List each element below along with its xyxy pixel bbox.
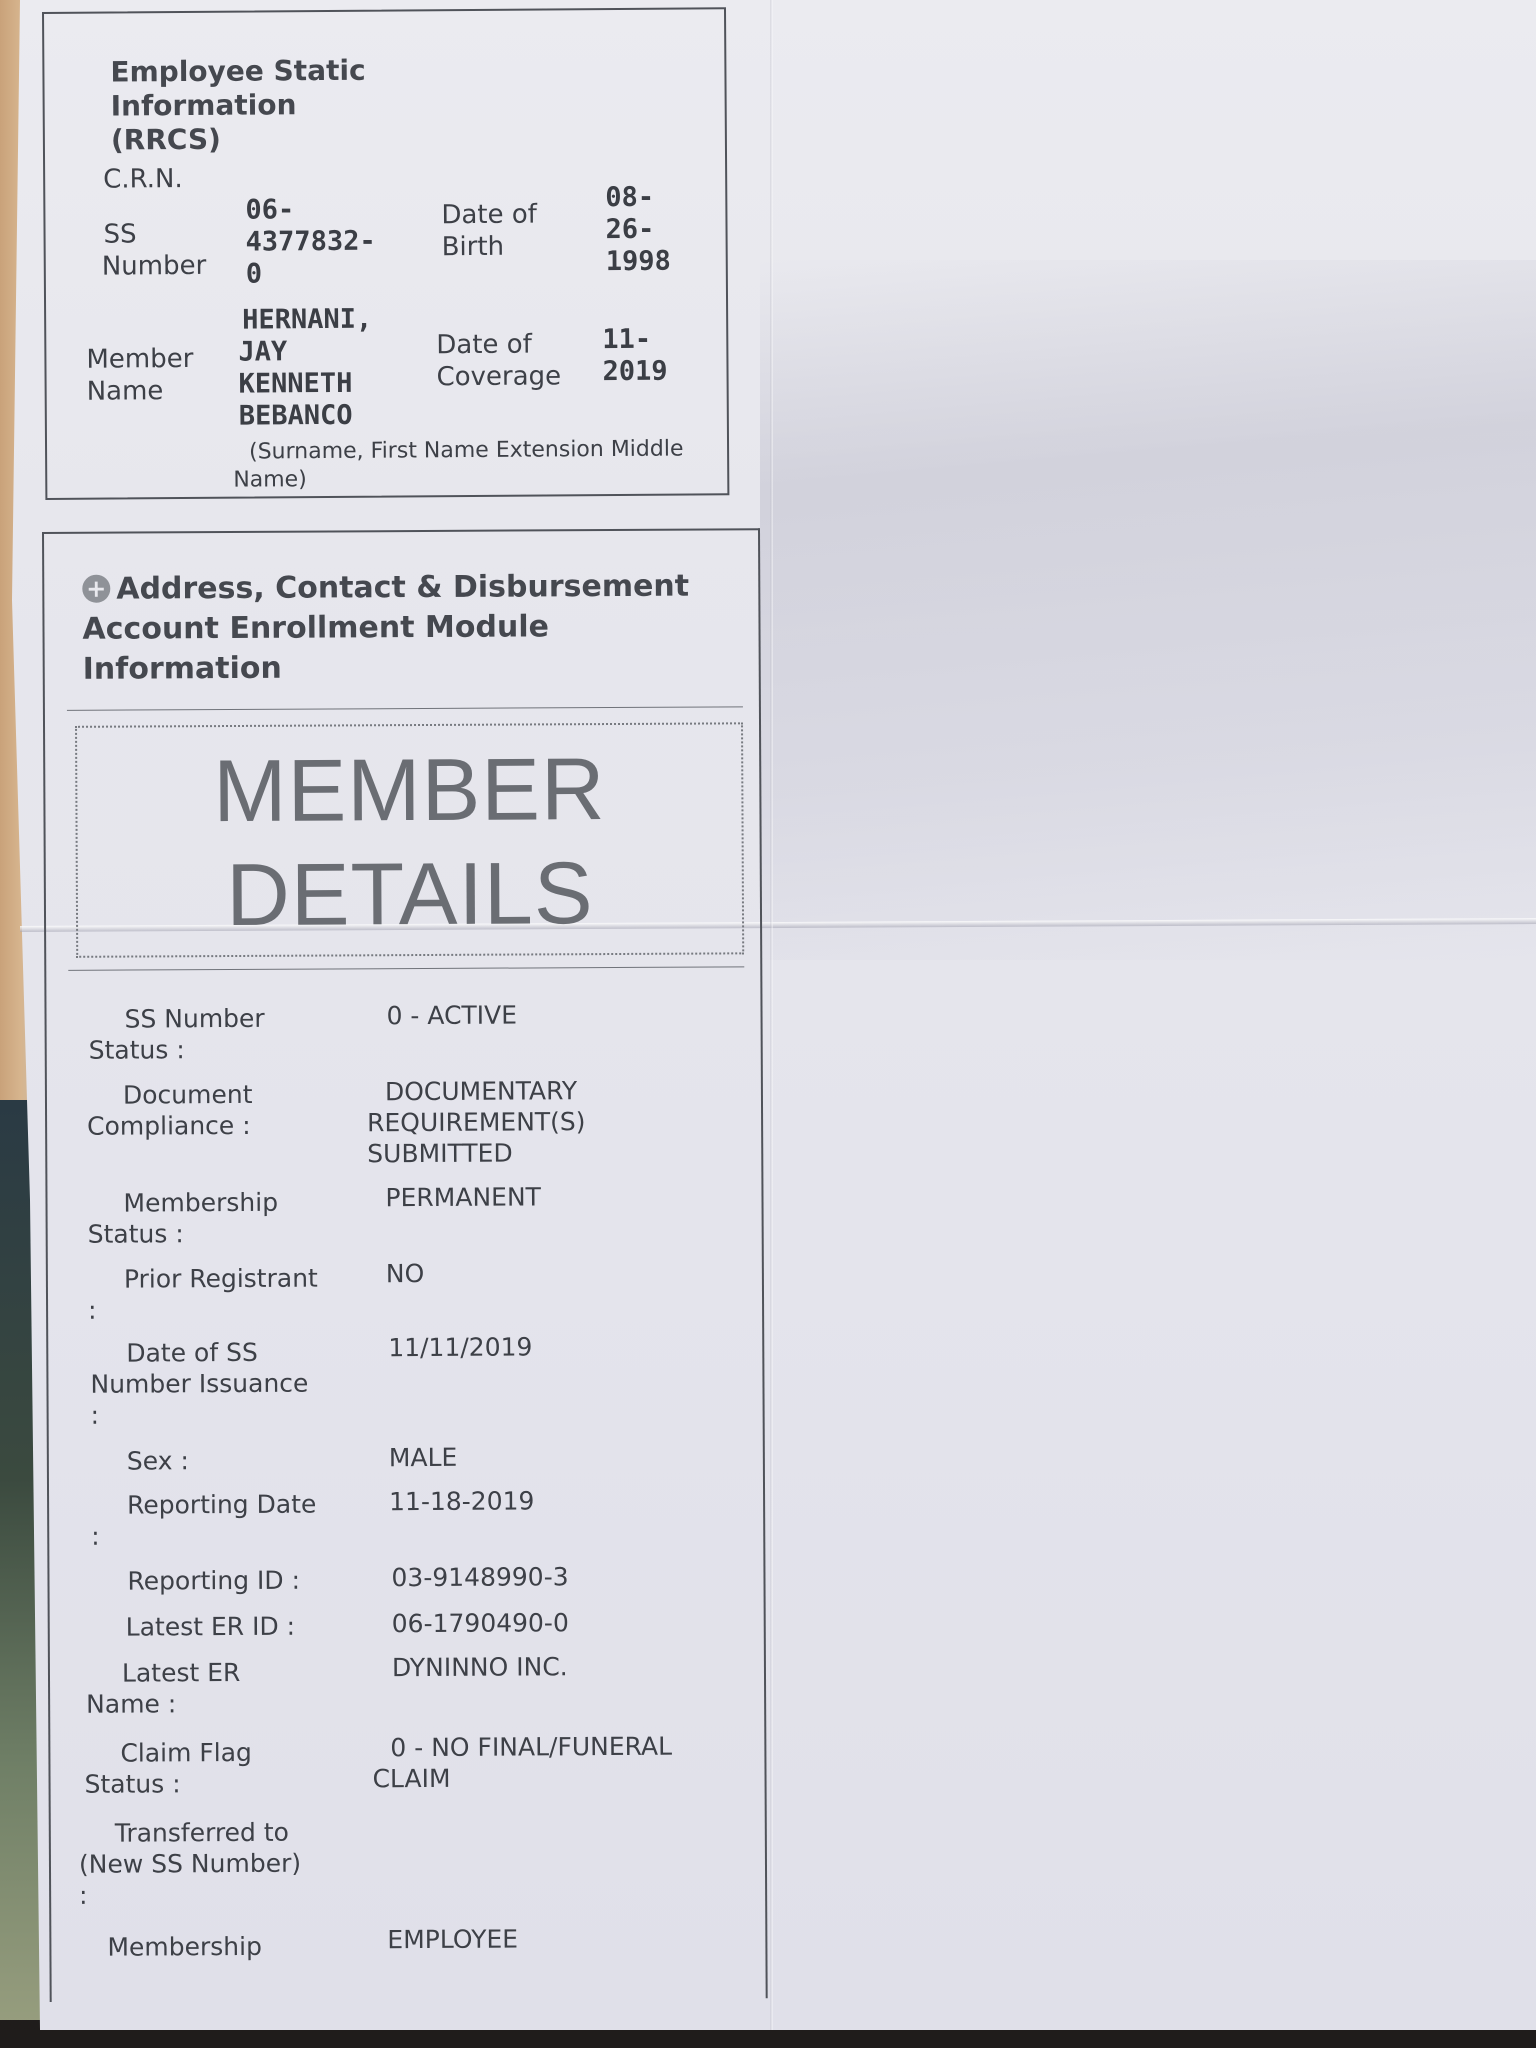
employee-static-info-panel — [42, 7, 729, 500]
crn-label: C.R.N. — [103, 164, 183, 195]
reporting-id-value: 03-9148990-3 — [391, 1562, 569, 1593]
sex-value: MALE — [388, 1442, 458, 1473]
reporting-date-label: Reporting Date : — [91, 1489, 317, 1551]
ss-number-status-label: SS Number Status : — [88, 1003, 265, 1065]
paper-fold-vertical — [770, 0, 773, 2030]
ss-number-status-value: 0 - ACTIVE — [386, 1000, 518, 1031]
divider — [68, 966, 744, 971]
latest-er-id-value: 06-1790490-0 — [391, 1608, 569, 1639]
latest-er-id-label: Latest ER ID : — [125, 1611, 296, 1642]
panel-title: Employee Static Information (RRCS) — [110, 53, 366, 157]
document-compliance-value: DOCUMENTARY REQUIREMENT(S) SUBMITTED — [367, 1076, 586, 1169]
date-of-birth-label: Date of Birth — [441, 199, 537, 263]
prior-registrant-label: Prior Registrant : — [87, 1263, 318, 1325]
date-of-birth-value: 08- 26- 1998 — [605, 181, 671, 278]
section-title: + Address, Contact & Disbursement Account Enrollment Module Information — [82, 568, 690, 687]
reporting-id-label: Reporting ID : — [127, 1565, 301, 1596]
divider — [67, 706, 743, 711]
ss-number-label: SS Number — [101, 219, 207, 282]
sex-label: Sex : — [126, 1446, 189, 1476]
latest-er-name-value: DYNINNO INC. — [391, 1652, 568, 1683]
ss-number-value: 06- 4377832- 0 — [245, 194, 376, 290]
latest-er-name-label: Latest ER Name : — [86, 1657, 241, 1719]
membership-status-label: Membership Status : — [87, 1187, 279, 1249]
membership-label: Membership — [107, 1931, 263, 1962]
claim-flag-status-value: 0 - NO FINAL/FUNERAL CLAIM — [372, 1731, 673, 1794]
plus-circle-icon[interactable]: + — [82, 575, 110, 603]
paper-shadow — [760, 260, 1536, 960]
name-format-note: (Surname, First Name Extension Middle Name) — [233, 436, 684, 493]
date-of-coverage-label: Date of Coverage — [436, 329, 562, 393]
member-details-banner: MEMBER DETAILS — [75, 722, 744, 957]
ss-issuance-date-label: Date of SS Number Issuance : — [90, 1337, 309, 1430]
claim-flag-status-label: Claim Flag Status : — [84, 1737, 252, 1799]
reporting-date-value: 11-18-2019 — [389, 1486, 535, 1517]
transferred-to-label: Transferred to (New SS Number) : — [78, 1817, 302, 1910]
document-compliance-label: Document Compliance : — [87, 1079, 253, 1141]
ss-issuance-date-value: 11/11/2019 — [388, 1332, 533, 1363]
date-of-coverage-value: 11- 2019 — [602, 323, 668, 388]
membership-status-value: PERMANENT — [385, 1182, 541, 1213]
address-contact-panel — [42, 528, 768, 2002]
prior-registrant-value: NO — [385, 1259, 425, 1289]
member-name-label: Member Name — [86, 343, 194, 407]
member-name-value: HERNANI, JAY KENNETH BEBANCO — [238, 303, 373, 432]
membership-value: EMPLOYEE — [387, 1924, 519, 1955]
